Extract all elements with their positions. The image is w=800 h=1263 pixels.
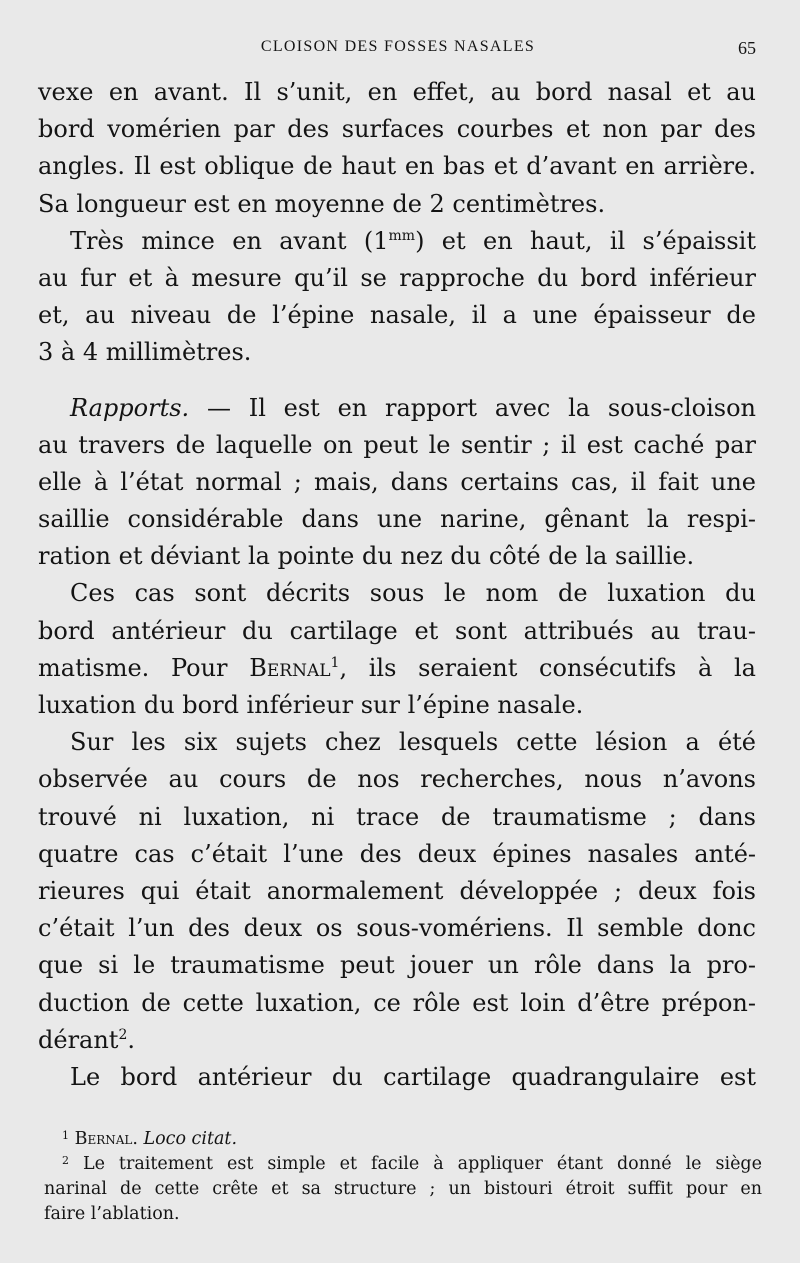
text-run: ) et en haut, il s’épaissit bbox=[415, 226, 757, 255]
text-line: trouvé ni luxation, ni trace de traumatisme ; dans bbox=[38, 802, 756, 831]
text-line: au travers de laquelle on peut le sentir ; il est caché par bbox=[38, 430, 756, 459]
text-line: duction de cette luxation, ce rôle est loin d’être prépon- bbox=[38, 988, 756, 1017]
text-line bbox=[38, 390, 756, 427]
running-head bbox=[40, 36, 756, 60]
text-run: — Il est en rapport avec la sous-cloison bbox=[189, 393, 756, 422]
footnote-marker: 1 bbox=[62, 1129, 69, 1142]
running-title: CLOISON DES FOSSES NASALES bbox=[260, 38, 536, 55]
text-line: 3 à 4 millimètres. bbox=[38, 338, 252, 367]
footnotes bbox=[44, 1127, 762, 1227]
paragraph-gap bbox=[38, 372, 756, 390]
text-line: ration et déviant la pointe du nez du côté de la saillie. bbox=[38, 542, 695, 571]
footnote-line: faire l’ablation. bbox=[44, 1204, 180, 1224]
author-name: Bernal. bbox=[74, 1129, 138, 1149]
text-line bbox=[38, 1022, 756, 1059]
page-number: 65 bbox=[738, 38, 756, 58]
text-line: vexe en avant. Il s’unit, en effet, au bord nasal et au bbox=[38, 78, 756, 106]
text-line: bord antérieur du cartilage et sont attribués au trau- bbox=[38, 616, 756, 645]
text-run: Le traitement est simple et facile à appliquer étant donné le siège bbox=[69, 1154, 762, 1174]
footnote-2 bbox=[44, 1152, 762, 1177]
text-line: c’était l’un des deux os sous-vomériens. Il semble donc bbox=[38, 914, 756, 943]
footnote-ref: 2 bbox=[118, 1026, 128, 1043]
citation: Loco citat. bbox=[137, 1129, 238, 1149]
section-label: Rapports. bbox=[70, 393, 190, 422]
text-line: rieures qui était anormalement développée ; deux fois bbox=[38, 876, 756, 905]
text-run: Très mince en avant (1 bbox=[70, 226, 389, 255]
footnote-marker: 2 bbox=[62, 1154, 69, 1167]
text-line bbox=[38, 223, 756, 260]
text-run: . bbox=[127, 1025, 136, 1054]
text-line: Ces cas sont décrits sous le nom de luxation du bbox=[70, 579, 756, 608]
text-line: saillie considérable dans une narine, gênant la respi- bbox=[38, 505, 756, 534]
text-line: au fur et à mesure qu’il se rapproche du bord inférieur bbox=[38, 263, 756, 292]
text-line: elle à l’état normal ; mais, dans certains cas, il fait une bbox=[38, 467, 756, 496]
text-run: , ils seraient consécutifs à la bbox=[339, 653, 756, 682]
body-text bbox=[38, 74, 756, 1096]
unit-superscript: mm bbox=[388, 227, 416, 244]
text-line: angles. Il est oblique de haut en bas et d’avant en arrière. bbox=[38, 152, 756, 181]
text-line: Sa longueur est en moyenne de 2 centimètres. bbox=[38, 189, 606, 218]
text-line: bord vomérien par des surfaces courbes et non par des bbox=[38, 115, 756, 144]
author-name: Bernal bbox=[249, 653, 331, 682]
footnote-ref: 1 bbox=[330, 654, 340, 671]
text-line bbox=[38, 650, 756, 687]
text-line: observée au cours de nos recherches, nous n’avons bbox=[38, 765, 756, 794]
text-line: que si le traumatisme peut jouer un rôle dans la pro- bbox=[38, 951, 756, 980]
text-run: matisme. Pour bbox=[38, 653, 250, 682]
text-line: et, au niveau de l’épine nasale, il a une épaisseur de bbox=[38, 301, 756, 330]
text-line: Sur les six sujets chez lesquels cette lésion a été bbox=[70, 728, 756, 757]
footnote-1 bbox=[44, 1127, 762, 1152]
text-run: dérant bbox=[38, 1025, 119, 1054]
text-line: quatre cas c’était l’une des deux épines nasales anté- bbox=[38, 839, 756, 868]
footnote-line: narinal de cette crête et sa structure ; un bistouri étroit suffit pour en bbox=[44, 1179, 762, 1199]
text-line: luxation du bord inférieur sur l’épine nasale. bbox=[38, 691, 584, 719]
text-line: Le bord antérieur du cartilage quadrangulaire est bbox=[70, 1062, 756, 1091]
